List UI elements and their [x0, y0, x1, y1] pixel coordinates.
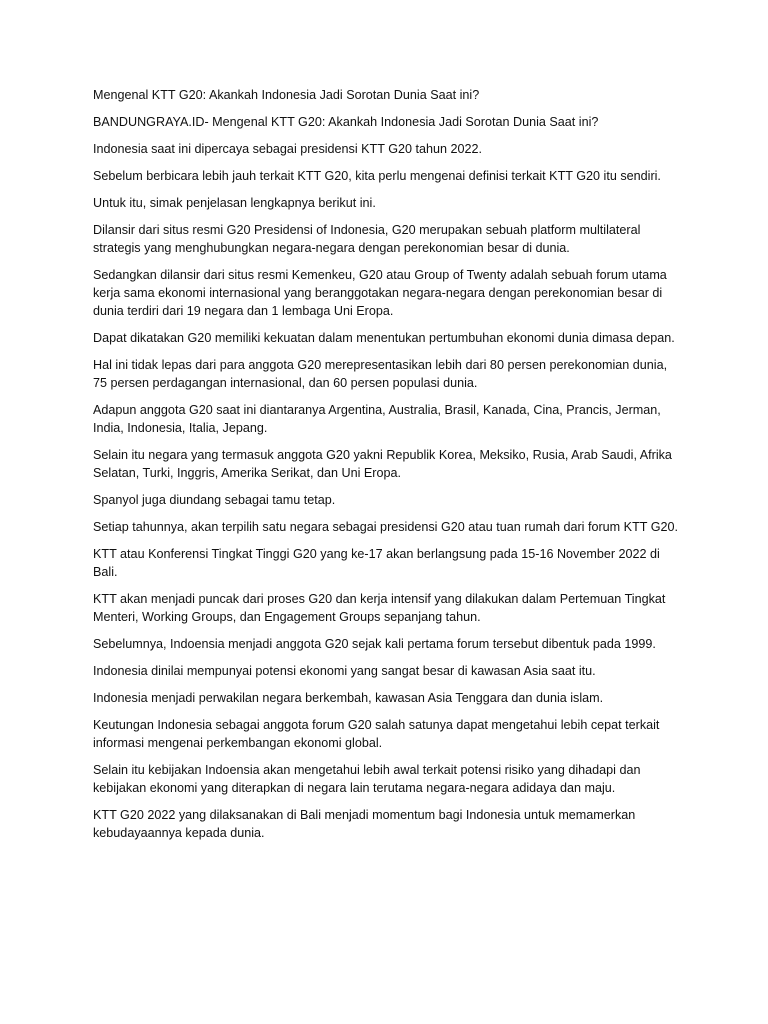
- paragraph: Indonesia saat ini dipercaya sebagai presidensi KTT G20 tahun 2022.: [93, 142, 483, 156]
- paragraph: Adapun anggota G20 saat ini diantaranya Argentina, Australia, Brasil, Kanada, Cina, Prancis, Jerman, India, Indonesia, Italia, Jepang.: [93, 403, 661, 435]
- paragraph: Hal ini tidak lepas dari para anggota G20 merepresentasikan lebih dari 80 persen perekonomian dunia, 75 persen perdagangan internasional, dan 60 persen populasi dunia.: [93, 358, 668, 390]
- paragraph: Sedangkan dilansir dari situs resmi Kemenkeu, G20 atau Group of Twenty adalah sebuah forum utama kerja sama ekonomi internasional yang beranggotakan negara-negara dengan perekonomian besar di dunia terdiri dari 19 negara dan 1 lembaga Uni Eropa.: [93, 268, 667, 318]
- paragraph: Untuk itu, simak penjelasan lengkapnya berikut ini.: [93, 196, 376, 210]
- paragraph: Indonesia dinilai mempunyai potensi ekonomi yang sangat besar di kawasan Asia saat itu.: [93, 664, 596, 678]
- paragraph: Keutungan Indonesia sebagai anggota forum G20 salah satunya dapat mengetahui lebih cepat terkait informasi mengenai perkembangan ekonomi global.: [93, 718, 660, 750]
- paragraph: Sebelumnya, Indoensia menjadi anggota G20 sejak kali pertama forum tersebut dibentuk pada 1999.: [93, 637, 656, 651]
- paragraph: Sebelum berbicara lebih jauh terkait KTT G20, kita perlu mengenai definisi terkait KTT G20 itu sendiri.: [93, 169, 661, 183]
- paragraph: Selain itu negara yang termasuk anggota G20 yakni Republik Korea, Meksiko, Rusia, Arab Saudi, Afrika Selatan, Turki, Inggris, Amerika Serikat, dan Uni Eropa.: [93, 448, 672, 480]
- paragraph: Setiap tahunnya, akan terpilih satu negara sebagai presidensi G20 atau tuan rumah dari forum KTT G20.: [93, 520, 679, 534]
- paragraph: Dilansir dari situs resmi G20 Presidensi of Indonesia, G20 merupakan sebuah platform multilateral strategis yang menghubungkan negara-negara dengan perekonomian besar di dunia.: [93, 223, 641, 255]
- paragraph: Indonesia menjadi perwakilan negara berkembah, kawasan Asia Tenggara dan dunia islam.: [93, 691, 604, 705]
- document-title: Mengenal KTT G20: Akankah Indonesia Jadi Sorotan Dunia Saat ini?: [93, 88, 480, 102]
- paragraph: Spanyol juga diundang sebagai tamu tetap.: [93, 493, 336, 507]
- paragraph: BANDUNGRAYA.ID- Mengenal KTT G20: Akankah Indonesia Jadi Sorotan Dunia Saat ini?: [93, 115, 599, 129]
- paragraph: Dapat dikatakan G20 memiliki kekuatan dalam menentukan pertumbuhan ekonomi dunia dimasa depan.: [93, 331, 675, 345]
- document-body: [93, 86, 681, 851]
- paragraph: KTT G20 2022 yang dilaksanakan di Bali menjadi momentum bagi Indonesia untuk memamerkan kebudayaannya kepada dunia.: [93, 808, 636, 840]
- paragraph: KTT atau Konferensi Tingkat Tinggi G20 yang ke-17 akan berlangsung pada 15-16 November 2022 di Bali.: [93, 547, 660, 579]
- paragraph: KTT akan menjadi puncak dari proses G20 dan kerja intensif yang dilakukan dalam Pertemuan Tingkat Menteri, Working Groups, dan Engagement Groups sepanjang tahun.: [93, 592, 666, 624]
- paragraph: Selain itu kebijakan Indoensia akan mengetahui lebih awal terkait potensi risiko yang dihadapi dan kebijakan ekonomi yang diterapkan di negara lain terutama negara-negara adidaya dan maju.: [93, 763, 641, 795]
